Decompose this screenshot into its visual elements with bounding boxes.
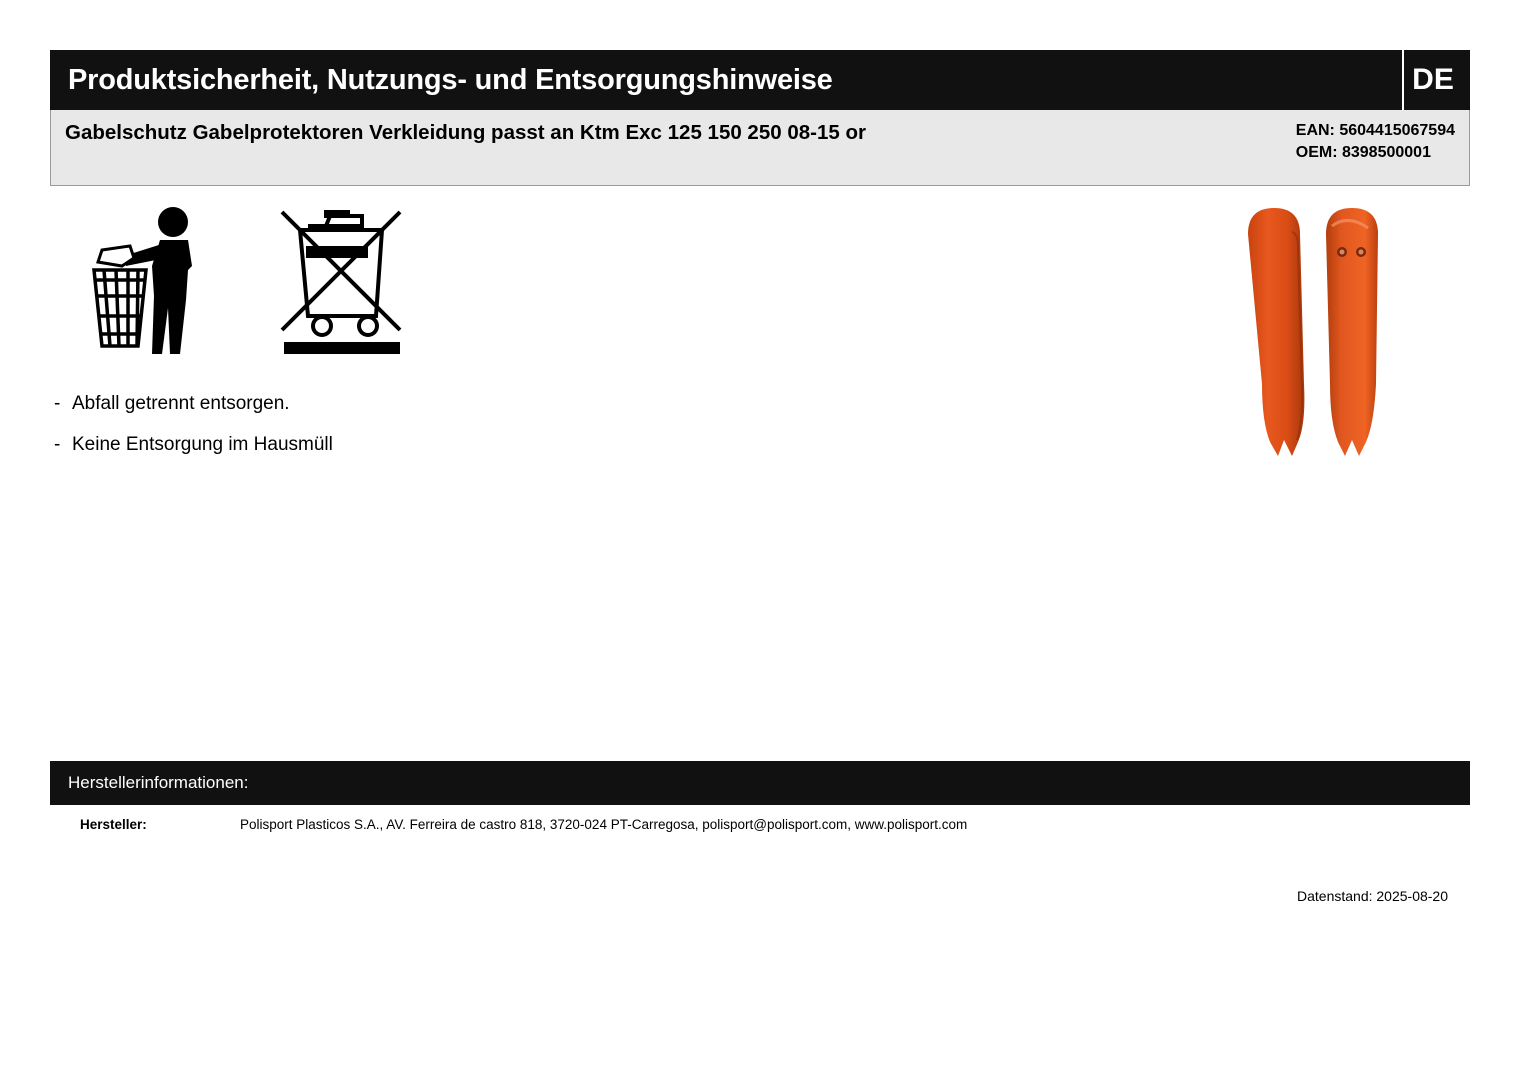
header-bar	[50, 50, 1470, 110]
product-name: Gabelschutz Gabelprotektoren Verkleidung passt an Ktm Exc 125 150 250 08-15 or	[65, 121, 866, 144]
bullet-dash: -	[54, 393, 61, 414]
list-item	[54, 435, 333, 454]
oem-code: OEM: 8398500001	[1295, 144, 1431, 162]
weee-crossed-bin-icon	[278, 204, 408, 364]
datestamp: Datenstand: 2025-08-20	[1297, 888, 1448, 904]
manufacturer-label: Hersteller:	[80, 817, 147, 832]
product-codes	[1296, 118, 1455, 175]
product-image	[1210, 186, 1460, 476]
disposal-notes	[54, 394, 333, 476]
list-item	[54, 394, 333, 413]
ean-code: EAN: 5604415067594	[1295, 122, 1455, 139]
litter-bin-icon	[88, 204, 218, 364]
language-badge: DE	[1402, 50, 1462, 110]
pictogram-group	[88, 204, 408, 364]
list-item-label: Keine Entsorgung im Hausmüll	[72, 434, 333, 455]
bullet-dash: -	[54, 434, 61, 455]
manufacturer-value: Polisport Plasticos S.A., AV. Ferreira de castro 818, 3720-024 PT-Carregosa, polisport@polisport.com, www.polisport.com	[240, 817, 968, 832]
manufacturer-heading: Herstellerinformationen:	[68, 773, 249, 792]
list-item-label: Abfall getrennt entsorgen.	[72, 393, 290, 414]
page-title: Produktsicherheit, Nutzungs- und Entsorgungshinweise	[68, 63, 833, 96]
manufacturer-bar	[50, 761, 1470, 805]
content-area	[50, 186, 1470, 761]
product-safety-sheet	[50, 50, 1470, 904]
manufacturer-row	[50, 805, 1470, 832]
product-info-strip	[50, 110, 1470, 186]
